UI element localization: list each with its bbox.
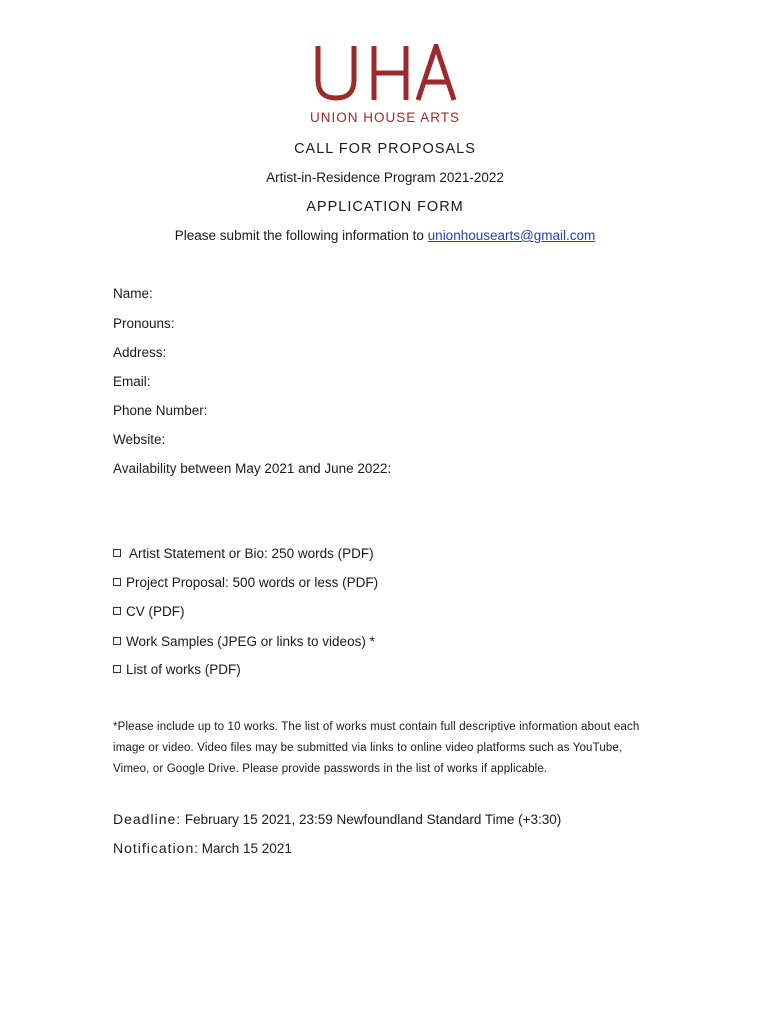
checklist-item-cv <box>113 604 185 619</box>
field-phone: Phone Number: <box>113 403 208 418</box>
deadline-value: February 15 2021, 23:59 Newfoundland Standard Time (+3:30) <box>181 812 562 827</box>
deadline-label: Deadline: <box>113 811 182 827</box>
notification <box>113 840 292 856</box>
notification-value: : March 15 2021 <box>194 841 292 856</box>
logo-name: UNION HOUSE ARTS <box>309 110 461 125</box>
submit-instruction <box>0 228 770 243</box>
deadline <box>113 811 561 827</box>
uha-logo-mark <box>310 44 460 102</box>
checklist-item-project-proposal <box>113 575 378 590</box>
logo <box>0 44 770 125</box>
checklist-label: CV (PDF) <box>126 604 185 619</box>
checklist-label: Project Proposal: 500 words or less (PDF) <box>126 575 379 590</box>
checkbox[interactable] <box>113 607 121 615</box>
submit-email-link[interactable]: unionhousearts@gmail.com <box>427 228 596 243</box>
field-pronouns: Pronouns: <box>113 316 175 331</box>
checklist-item-artist-statement <box>113 546 374 561</box>
checklist-label: List of works (PDF) <box>126 662 241 677</box>
form-title: APPLICATION FORM <box>306 199 464 215</box>
page-title: CALL FOR PROPOSALS <box>294 141 476 157</box>
notification-label: Notification <box>113 840 195 856</box>
submit-prefix: Please submit the following information to <box>174 228 428 243</box>
checkbox[interactable] <box>113 637 121 645</box>
checklist-label: Artist Statement or Bio: 250 words (PDF) <box>126 546 374 561</box>
checklist-item-list-of-works <box>113 662 241 677</box>
field-email: Email: <box>113 374 151 389</box>
field-website: Website: <box>113 432 166 447</box>
checklist-label: Work Samples (JPEG or links to videos) * <box>126 634 375 649</box>
field-name: Name: <box>113 286 153 301</box>
checklist-item-work-samples <box>113 634 375 649</box>
checkbox[interactable] <box>113 578 121 586</box>
field-availability: Availability between May 2021 and June 2022: <box>113 461 392 476</box>
checkbox[interactable] <box>113 549 121 557</box>
works-note: *Please include up to 10 works. The list of works must contain full descriptive information about each image or video. Video files may be submitted via links to online video platforms such as YouTube, Vimeo, or Google Drive. Please provide passwords in the list of works if applicable. <box>113 721 640 775</box>
field-address: Address: <box>113 345 167 360</box>
checkbox[interactable] <box>113 665 121 673</box>
program-subtitle: Artist-in-Residence Program 2021-2022 <box>266 170 504 185</box>
